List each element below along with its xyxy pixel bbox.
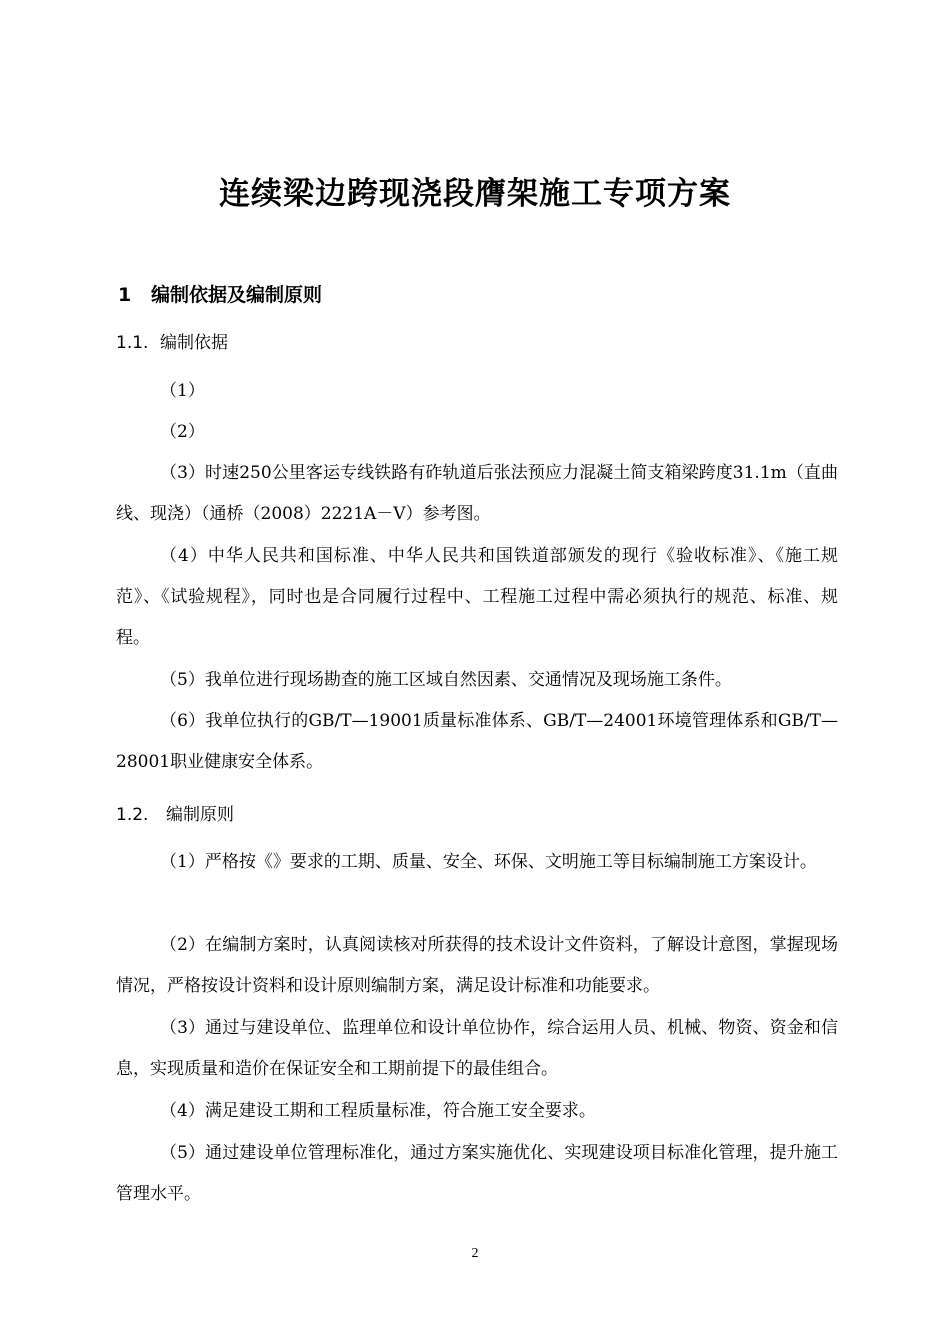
section-1-heading <box>118 280 322 307</box>
subsection-1-1-title: 编制依据 <box>160 333 228 353</box>
principle-item-2: （2）在编制方案时，认真阅读核对所获得的技术设计文件资料，了解设计意图，掌握现场情况，严格按设计资料和设计原则编制方案，满足设计标准和功能要求。 <box>116 935 838 996</box>
subsection-1-2-heading <box>116 800 234 825</box>
subsection-1-2-number: 1.2. <box>116 805 149 825</box>
basis-item-6: （6）我单位执行的GB/T—19001质量标准体系、GB/T—24001环境管理体系和GB/T—28001职业健康安全体系。 <box>116 711 838 772</box>
basis-item-1: （1） <box>160 381 205 401</box>
document-title: 连续梁边跨现浇段膺架施工专项方案 <box>219 176 731 212</box>
subsection-1-1-number: 1.1. <box>116 333 149 353</box>
principle-item-4: （4）满足建设工期和工程质量标准，符合施工安全要求。 <box>160 1101 596 1121</box>
basis-item-5: （5）我单位进行现场勘查的施工区域自然因素、交通情况及现场施工条件。 <box>160 670 732 690</box>
basis-item-4: （4）中华人民共和国标准、中华人民共和国铁道部颁发的现行《验收标准》、《施工规范》、《试验规程》，同时也是合同履行过程中、工程施工过程中需必须执行的规范、标准、规程。 <box>116 546 838 648</box>
basis-item-2: （2） <box>160 422 205 442</box>
section-1-title: 编制依据及编制原则 <box>151 284 323 306</box>
subsection-1-2-title: 编制原则 <box>166 805 234 825</box>
principle-item-1: （1）严格按《》要求的工期、质量、安全、环保、文明施工等目标编制施工方案设计。 <box>160 852 817 872</box>
basis-item-3: （3）时速250公里客运专线铁路有砟轨道后张法预应力混凝土简支箱梁跨度31.1m（直曲线、现浇）（通桥（2008）2221A－Ⅴ）参考图。 <box>116 463 838 524</box>
subsection-1-1-heading <box>116 328 228 353</box>
principle-item-3: （3）通过与建设单位、监理单位和设计单位协作，综合运用人员、机械、物资、资金和信息，实现质量和造价在保证安全和工期前提下的最佳组合。 <box>116 1018 838 1079</box>
section-1-number: 1 <box>118 284 132 306</box>
principle-item-5: （5）通过建设单位管理标准化，通过方案实施优化、实现建设项目标准化管理，提升施工管理水平。 <box>116 1143 838 1204</box>
page-number: 2 <box>471 1246 479 1261</box>
